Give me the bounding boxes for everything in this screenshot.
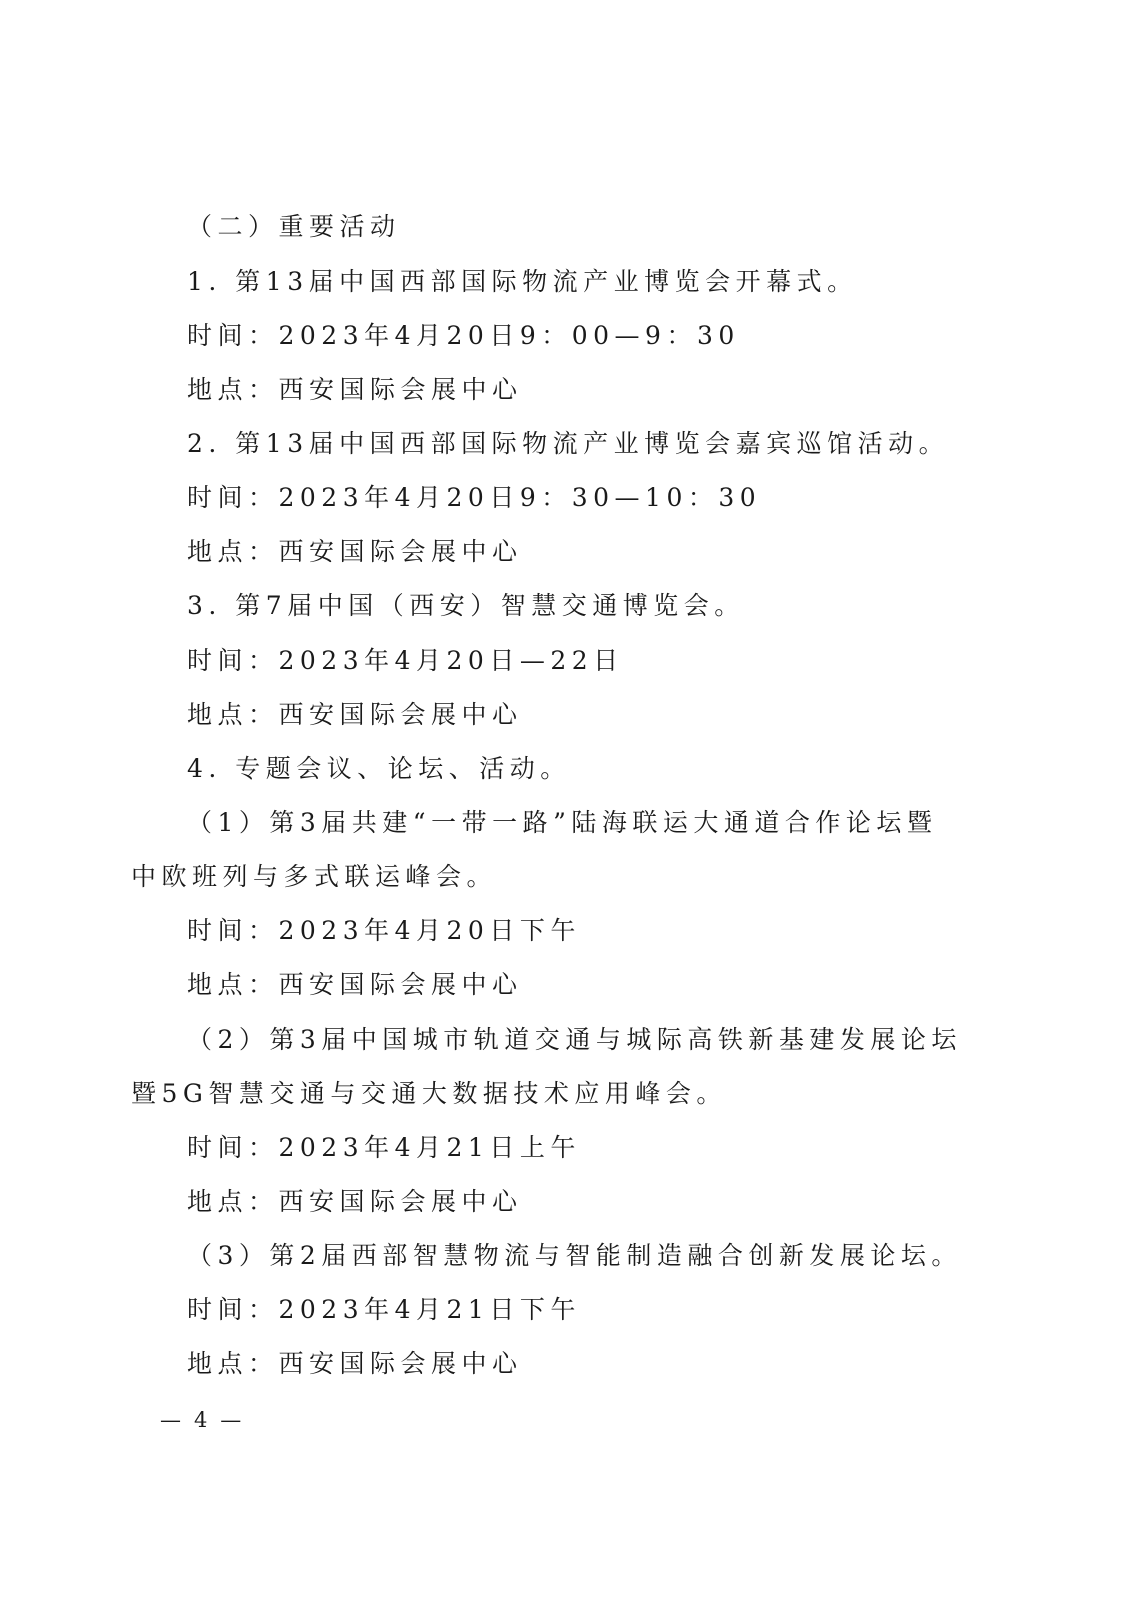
item-3-location: 地点：西安国际会展中心 [187, 700, 523, 729]
item-2-location: 地点：西安国际会展中心 [187, 537, 523, 566]
page-number: — 4 — [160, 1408, 245, 1432]
subitem-2-title: （2）第3届中国城市轨道交通与城际高铁新基建发展论坛 [187, 1025, 962, 1054]
item-2-title: 2. 第13届中国西部国际物流产业博览会嘉宾巡馆活动。 [187, 429, 950, 458]
item-2-time: 时间：2023年4月20日9：30—10：30 [187, 483, 762, 512]
item-3-time: 时间：2023年4月20日—22日 [187, 646, 624, 675]
item-1-location: 地点：西安国际会展中心 [187, 375, 523, 404]
section-heading: （二）重要活动 [187, 212, 401, 241]
item-3-title: 3. 第7届中国（西安）智慧交通博览会。 [187, 591, 745, 620]
subitem-1-title-continued: 中欧班列与多式联运峰会。 [131, 862, 498, 891]
subitem-1-time: 时间：2023年4月20日下午 [187, 916, 581, 945]
item-1-time: 时间：2023年4月20日9：00—9：30 [187, 321, 740, 350]
subitem-2-time: 时间：2023年4月21日上午 [187, 1133, 581, 1162]
item-4-title: 4. 专题会议、论坛、活动。 [187, 754, 571, 783]
subitem-2-location: 地点：西安国际会展中心 [187, 1187, 523, 1216]
subitem-3-time: 时间：2023年4月21日下午 [187, 1295, 581, 1324]
subitem-1-title: （1）第3届共建“一带一路”陆海联运大通道合作论坛暨 [187, 808, 938, 837]
subitem-1-location: 地点：西安国际会展中心 [187, 970, 523, 999]
subitem-3-location: 地点：西安国际会展中心 [187, 1349, 523, 1378]
subitem-2-title-continued: 暨5G智慧交通与交通大数据技术应用峰会。 [131, 1079, 727, 1108]
subitem-3-title: （3）第2届西部智慧物流与智能制造融合创新发展论坛。 [187, 1241, 962, 1270]
item-1-title: 1. 第13届中国西部国际物流产业博览会开幕式。 [187, 267, 858, 296]
